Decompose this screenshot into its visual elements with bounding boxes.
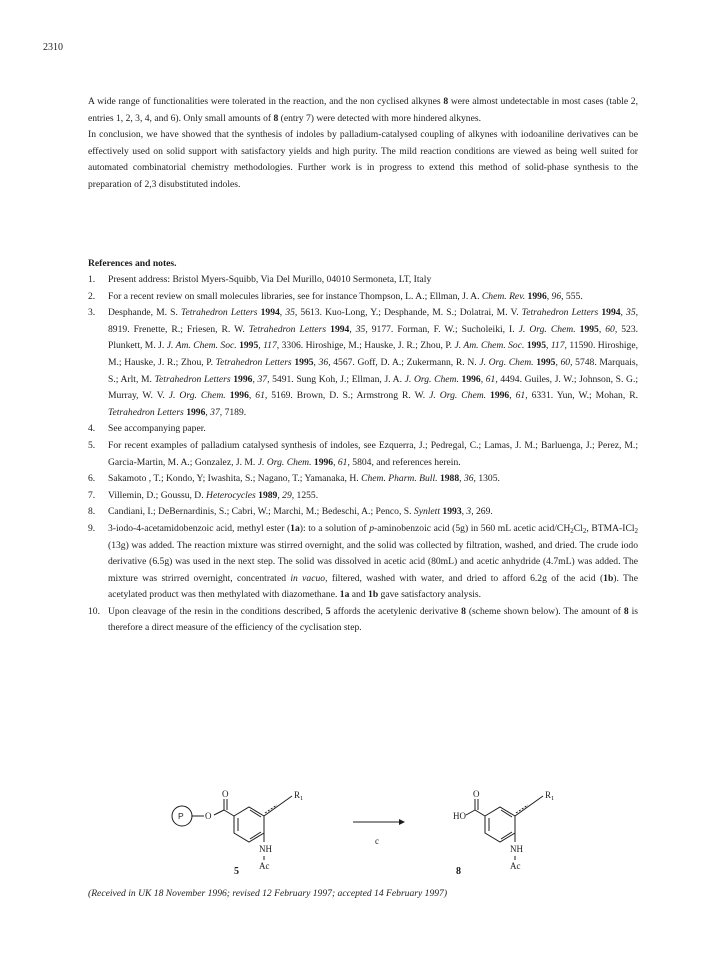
reagent-label: c	[375, 836, 379, 846]
substituent-r1: $R_1$	[545, 790, 555, 802]
compound-ref: 8	[443, 96, 449, 107]
text-run: A wide range of functionalities were tolerated in the reaction, and the non cyclised alkynes	[88, 96, 444, 107]
carbonyl-oxygen: O	[473, 789, 480, 799]
amine-label: NH	[259, 844, 272, 854]
amine-label: NH	[510, 844, 523, 854]
text-run: were almost undetectable in most cases (table 2, entries 1, 2, 3, 4, and 6). Only small amounts of	[88, 96, 638, 124]
acetyl-label: Ac	[510, 861, 521, 871]
ester-oxygen: O	[205, 811, 212, 821]
reference-number: 9.	[88, 522, 96, 534]
reference-item: 8. Candiani, I.; DeBernardinis, S.; Cabri, W.; Marchi, M.; Bedeschi, A.; Penco, S. Synlett 1993, 3, 269.	[88, 504, 638, 521]
hydroxyl-label: HO	[453, 811, 466, 821]
reference-number: 7.	[88, 489, 96, 501]
page-number: 2310	[43, 42, 63, 53]
reference-item: 5. For recent examples of palladium catalysed synthesis of indoles, see Ezquerra, J.; Pedregal, C.; Lamas, J. M.; Barluenga, J.; Perez, M.; Garcia-Martin, M. A.; Gonzalez, J. M. J. Org. Chem. 1996, 61, 5804, and references herein.	[88, 439, 638, 468]
compound-label: 8	[456, 866, 461, 877]
reaction-scheme	[170, 788, 630, 880]
compound-label: 5	[234, 866, 239, 877]
carbonyl-oxygen: O	[222, 789, 229, 799]
reference-item: 3. Desphande, M. S. Tetrahedron Letters 1994, 35, 5613. Kuo-Long, Y.; Desphande, M. S.; Dolatrai, M. V. Tetrahedron Letters 1994, 35, 8919. Frenette, R.; Friesen, R. W. Tetrahedron Letters 1994, 35, 9177. Forman, F. W.; Sucholeiki, I. J. Org. Chem. 1995, 60, 523. Plunkett, M. J. J. Am. Chem. Soc. 1995, 117, 3306. Hiroshige, M.; Hauske, J. R.; Zhou, P. J. Am. Chem. Soc. 1995, 117, 11590. Hiroshige, M.; Hauske, J. R.; Zhou, P. Tetrahedron Letters 1995, 36, 4567. Goff, D. A.; Zukermann, R. N. J. Org. Chem. 1995, 60, 5748. Marquais, S.; Arlt, M. Tetrahedron Letters 1996, 37, 5491. Sung Koh, J.; Ellman, J. A. J. Org. Chem. 1996, 61, 4494. Guiles, J. W.; Johnson, S. G.; Murray, W. V. J. Org. Chem. 1996, 61, 5169. Brown, D. S.; Armstrong R. W. J. Org. Chem. 1996, 61, 6331. Yun, W.; Mohan, R. Tetrahedron Letters 1996, 37, 7189.	[88, 307, 639, 418]
reference-item: 2. For a recent review on small molecules libraries, see for instance Thompson, L. A.; Ellman, J. A. Chem. Rev. 1996, 96, 555.	[88, 289, 638, 306]
resin-label: P	[178, 811, 184, 821]
body-text	[88, 94, 638, 194]
references-list	[88, 272, 638, 637]
paragraph-results	[88, 94, 638, 127]
reference-number: 6.	[88, 473, 96, 485]
reference-item: 1. Present address: Bristol Myers-Squibb, Via Del Murillo, 04010 Sermoneta, LT, Italy	[88, 272, 638, 289]
received-dates: (Received in UK 18 November 1996; revised 12 February 1997; accepted 14 February 1997)	[88, 888, 448, 899]
reference-number: 1.	[88, 274, 96, 285]
reference-number: 10.	[88, 605, 100, 617]
substituent-r1: $R_1$	[294, 790, 304, 802]
reference-item: 4. See accompanying paper.	[88, 421, 638, 438]
reference-number: 3.	[88, 307, 96, 319]
reference-item: 6. Sakamoto , T.; Kondo, Y; Iwashita, S.; Nagano, T.; Yamanaka, H. Chem. Pharm. Bull. 1988, 36, 1305.	[88, 471, 638, 488]
reference-number: 5.	[88, 439, 96, 451]
references-heading: References and notes.	[88, 258, 177, 269]
reference-item: 7. Villemin, D.; Goussu, D. Heterocycles 1989, 29, 1255.	[88, 488, 638, 505]
reference-item: 10. Upon cleavage of the resin in the conditions described, 5 affords the acetylenic derivative 8 (scheme shown below). The amount of 8 is therefore a direct measure of the efficiency of the cyclisation step.	[88, 605, 638, 634]
reference-number: 2.	[88, 290, 96, 302]
acetyl-label: Ac	[259, 861, 270, 871]
compound-ref: 8	[273, 112, 279, 124]
reference-item: 9. 3-iodo-4-acetamidobenzoic acid, methyl ester (1a): to a solution of p-aminobenzoic acid (5g) in 560 mL acetic acid/$CH_2Cl_2$, BTMA-ICl$_2$ (13g) was added. The reaction mixture was stirred overnight, and the solid was collected by filtration, washed, and dried. The crude iodo derivative (6.5g) was used in the next step. The solid was dissolved in acetic acid (80mL) and acetic anhydride (4.7mL) was added. The mixture was strirred overnight, concentrated in vacuo, filtered, washed with water, and dried to afford 6.2g of the acid (1b). The acetylated product was then methylated with diazomethane. 1a and 1b gave satisfactory analysis.	[88, 522, 639, 601]
paragraph-conclusion: In conclusion, we have showed that the synthesis of indoles by palladium-catalysed coupling of alkynes with iodoaniline derivatives can be effectively used on solid support with satisfactory yields and high purity. The mild reaction conditions are viewed as being well suited for automated combinatorial chemistry methodologies. Further work is in progress to extend this method of solid-phase synthesis to the preparation of 2,3 disubstituted indoles.	[88, 129, 638, 190]
text-run: (entry 7) were detected with more hindered alkynes.	[278, 112, 481, 124]
reference-number: 8.	[88, 506, 96, 518]
reference-number: 4.	[88, 423, 96, 435]
